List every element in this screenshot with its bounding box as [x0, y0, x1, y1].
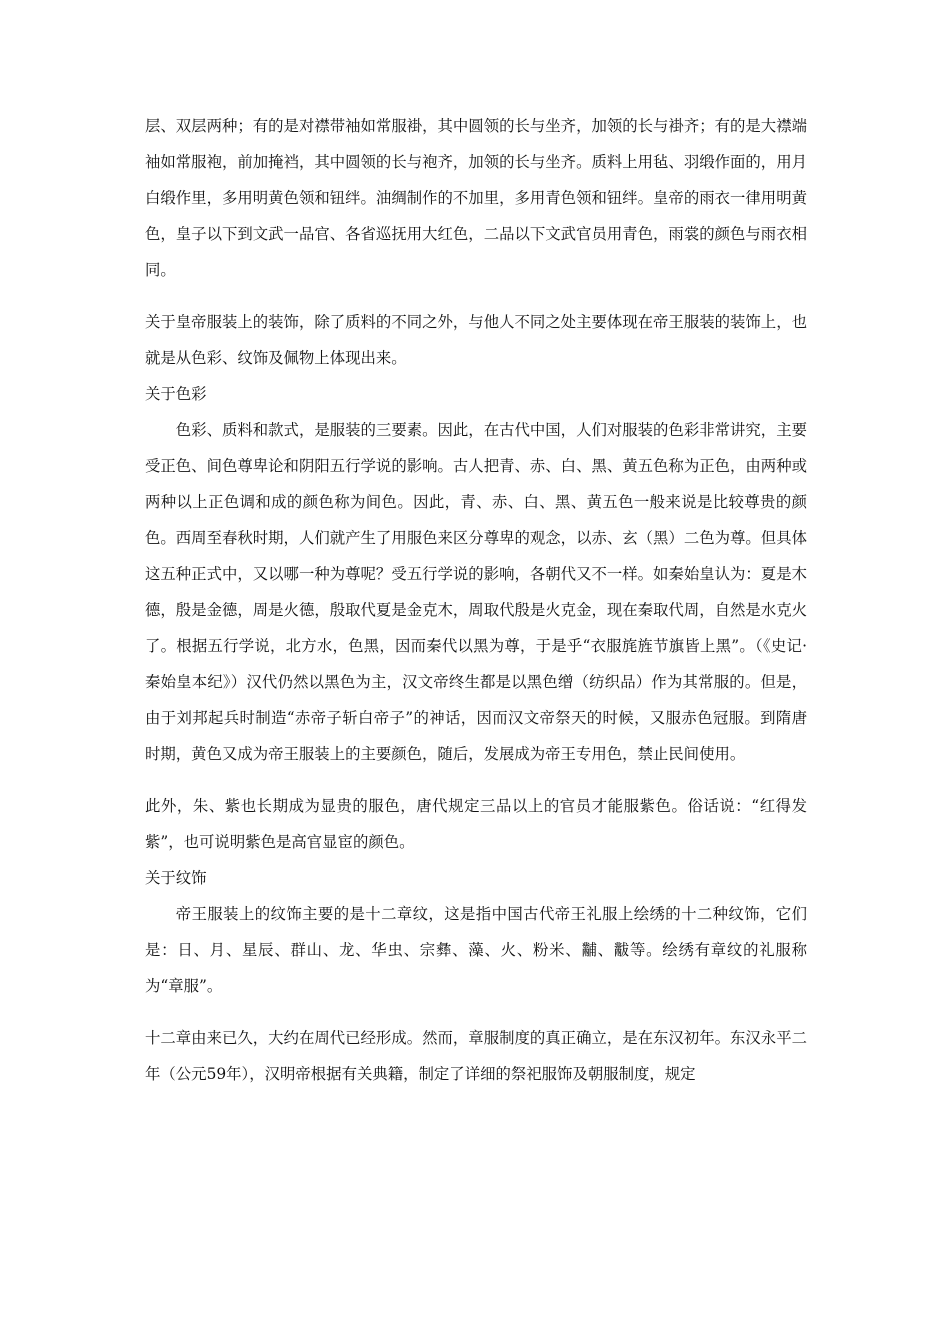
paragraph-color: 色彩、质料和款式，是服装的三要素。因此，在古代中国，人们对服装的色彩非常讲究，主要受正色、间色尊卑论和阴阳五行学说的影响。古人把青、赤、白、黑、黄五色称为正色，由两种或两种以上正色调和成的颜色称为间色。因此，青、赤、白、黑、黄五色一般来说是比较尊贵的颜色。西周至春秋时期，人们就产生了用服色来区分尊卑的观念，以赤、玄（黑）二色为尊。但具体这五种正式中，又以哪一种为尊呢？受五行学说的影响，各朝代又不一样。如秦始皇认为：夏是木德，殷是金德，周是火德，殷取代夏是金克木，周取代殷是火克金，现在秦取代周，自然是水克火了。根据五行学说，北方水，色黑，因而秦代以黑为尊，于是乎“衣服旄旌节旗皆上黑”。（《史记·秦始皇本纪》）汉代仍然以黑色为主，汉文帝终生都是以黑色缯（纺织品）作为其常服的。但是，由于刘邦起兵时制造“赤帝子斩白帝子”的神话，因而汉文帝祭天的时候，又服赤色冠服。到隋唐时期，黄色又成为帝王服装上的主要颜色，随后，发展成为帝王专用色，禁止民间使用。 — [145, 421, 807, 763]
paragraph-rain-garments: 层、双层两种；有的是对襟带袖如常服褂，其中圆领的长与坐齐，加领的长与褂齐；有的是大襟端袖如常服袍，前加掩裆，其中圆领的长与袍齐，加领的长与坐齐。质料上用毡、羽缎作面的，用月白缎作里，多用明黄色领和钮绊。油绸制作的不加里，多用青色领和钮绊。皇帝的雨衣一律用明黄色，皇子以下到文武一品官、各省巡抚用大红色，二品以下文武官员用青色，雨裳的颜色与雨衣相同。 — [145, 117, 807, 279]
paragraph-purple: 此外，朱、紫也长期成为显贵的服色，唐代规定三品以上的官员才能服紫色。俗话说：“红得发紫”，也可说明紫色是高官显宦的颜色。 — [145, 797, 807, 851]
paragraph-twelve-symbols: 帝王服装上的纹饰主要的是十二章纹，这是指中国古代帝王礼服上绘绣的十二种纹饰，它们是：日、月、星辰、群山、龙、华虫、宗彝、藻、火、粉米、黼、黻等。绘绣有章纹的礼服称为“章服”。 — [145, 905, 807, 995]
paragraph-twelve-symbols-history: 十二章由来已久，大约在周代已经形成。然而，章服制度的真正确立，是在东汉初年。东汉永平二年（公元59年），汉明帝根据有关典籍，制定了详细的祭祀服饰及朝服制度，规定 — [145, 1029, 807, 1083]
section-heading-color: 关于色彩 — [145, 385, 207, 403]
section-heading-pattern: 关于纹饰 — [145, 869, 207, 887]
document-page — [145, 108, 807, 1092]
paragraph-emperor-decoration: 关于皇帝服装上的装饰，除了质料的不同之外，与他人不同之处主要体现在帝王服装的装饰上，也就是从色彩、纹饰及佩物上体现出来。 — [145, 313, 807, 367]
